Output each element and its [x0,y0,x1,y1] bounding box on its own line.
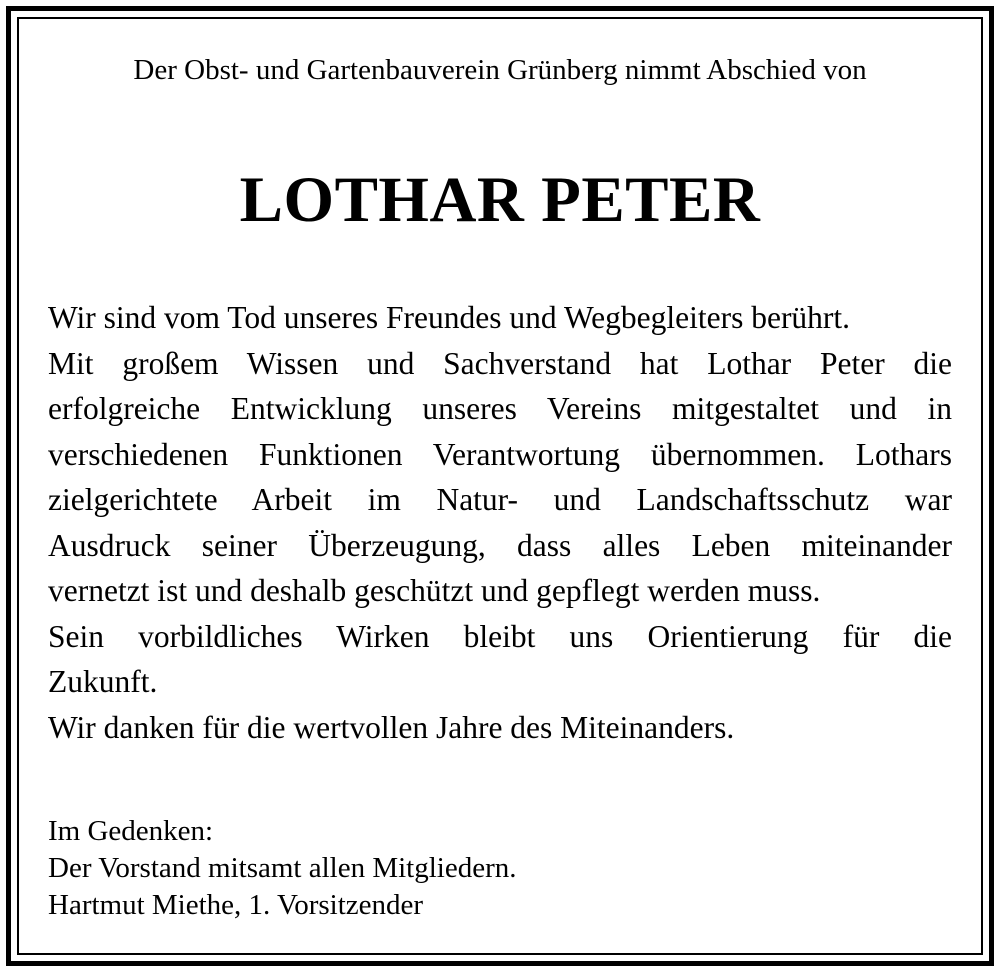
body-line: verschiedenen Funktionen Verantwortung übernommen. Lothars [48,436,952,472]
body-line: Zukunft. [48,664,158,699]
body-line: zielgerichtete Arbeit im Natur- und Landschaftsschutz war [48,482,952,517]
body-line: Sein vorbildliches Wirken bleibt uns Orientierung für die [48,618,952,654]
body-line: Wir danken für die wertvollen Jahre des Miteinanders. [48,709,735,745]
signature-line: Hartmut Miethe, 1. Vorsitzender [48,889,424,921]
deceased-name: LOTHAR PETER [239,164,761,236]
intro-line: Der Obst- und Gartenbauverein Grünberg nimmt Abschied von [133,54,867,86]
body-line: Mit großem Wissen und Sachverstand hat Lothar Peter die [48,345,952,381]
body-line: Wir sind vom Tod unseres Freundes und Wegbegleiters berührt. [48,300,851,335]
body-line: erfolgreiche Entwicklung unseres Vereins mitgestaltet und in [48,391,952,426]
body-line: Ausdruck seiner Überzeugung, dass alles Leben miteinander [48,527,952,563]
obituary-body [48,295,952,750]
closing-line: Im Gedenken: [48,815,214,847]
body-line: vernetzt ist und deshalb geschützt und gepflegt werden muss. [48,573,821,608]
closing-line: Der Vorstand mitsamt allen Mitgliedern. [48,852,517,884]
closing-block [48,813,952,924]
